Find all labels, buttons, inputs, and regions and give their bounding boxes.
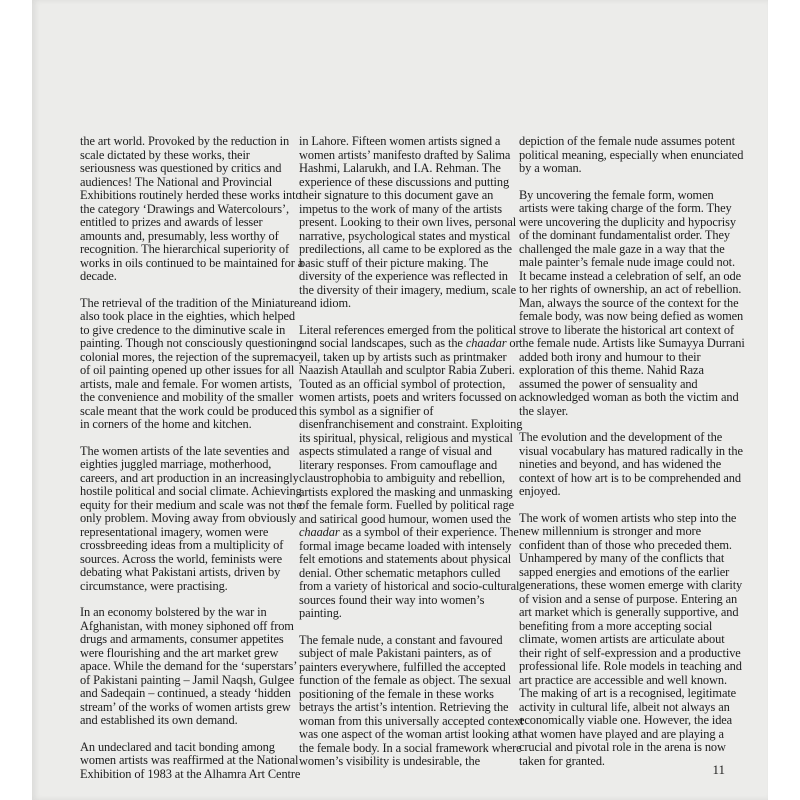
text-run: depiction of the female nude assumes potent political meaning, especially when enunciated by a woman.	[519, 134, 744, 175]
paragraph	[80, 606, 306, 728]
paragraph	[299, 634, 525, 769]
text-column-1	[80, 135, 306, 794]
text-run: By uncovering the female form, women artists were taking charge of the form. They were uncovering the duplicity and hypocrisy of the dominant fundamentalist order. They challenged the male gaze in a way that the male painter’s female nude image could not. It became instead a celebration of self, an ode to her rights of ownership, an act of rebellion. Man, always the source of the context for the female body, was now being defied as women strove to liberate the historical art context of the female nude. Artists like Sumayya Durrani added both irony and humour to their exploration of this theme. Nahid Raza assumed the power of sensuality and acknowledged woman as both the victim and the slayer.	[519, 187, 745, 418]
text-run: The evolution and the development of the visual vocabulary has matured radically in the nineties and beyond, and has widened the context of how art is to be comprehended and enjoyed.	[519, 430, 743, 498]
paragraph	[299, 135, 525, 311]
paragraph	[80, 741, 306, 782]
text-column-2	[299, 135, 525, 782]
text-run: as a symbol of their experience. The formal image became loaded with intensely felt emotions and statements about physical denial. Other schematic metaphors culled from a variety of historical and socio-cultural sources found their way into women’s painting.	[299, 525, 520, 620]
text-run: in Lahore. Fifteen women artists signed a women artists’ manifesto drafted by Salima Hashmi, Lalarukh, and I.A. Rehman. The experience of these discussions and putting their signature to this document gave an impetus to the work of many of the artists present. Looking to their own lives, personal narrative, psychological states and mystical predilections, all came to be explored as the basic stuff of their picture making. The diversity of the experience was reflected in the diversity of their imagery, medium, scale and idiom.	[299, 134, 517, 310]
paragraph	[80, 297, 306, 432]
text-run: The women artists of the late seventies and eighties juggled marriage, motherhood, careers, and art production in an increasingly hostile political and social climate. Achieving equity for their medium and scale was not the only problem. Moving away from obviously representational imagery, women were crossbreeding ideas from a multiplicity of sources. Across the world, feminists were debating what Pakistani artists, driven by circumstance, were practising.	[80, 443, 302, 593]
text-column-3	[519, 135, 745, 781]
paragraph	[519, 189, 745, 419]
page-number: 11	[712, 762, 725, 777]
text-run: The female nude, a constant and favoured subject of male Pakistani painters, as of painters everywhere, fulfilled the accepted function of the female as object. The sexual positioning of the female in these works betrays the artist’s intention. Retrieving the woman from this universally accepted context was one aspect of the woman artist looking at the female body. In a social framework where women’s visibility is undesirable, the	[299, 632, 524, 768]
italic-term: chaadar	[465, 336, 507, 350]
paragraph	[519, 431, 745, 499]
text-run: The work of women artists who step into the new millennium is stronger and more confident than of those who preceded them. Unhampered by many of the conflicts that sapped energies and emotions of the earlier generations, these women emerge with clarity of vision and a sense of purpose. Entering an art market which is generally supportive, and benefiting from a more accepting social climate, women artists are articulate about their right of self-expression and a productive professional life. Role models in teaching and art practice are accessible and well known. The making of art is a recognised, legitimate activity in cultural life, albeit not always an economically viable one. However, the idea that women have played and are playing a crucial and pivotal role in the arena is now taken for granted.	[519, 510, 743, 768]
text-run: In an economy bolstered by the war in Afghanistan, with money siphoned off from drugs and armaments, consumer appetites were flourishing and the art market grew apace. While the demand for the ‘superstars’ of Pakistani painting – Jamil Naqsh, Gulgee and Sadeqain – continued, a steady ‘hidden stream’ of the works of women artists grew and established its own demand.	[80, 605, 297, 727]
paragraph	[80, 445, 306, 594]
paragraph	[80, 135, 306, 284]
text-run: An undeclared and tacit bonding among women artists was reaffirmed at the National Exhibition of 1983 at the Alhamra Art Centre	[80, 739, 301, 781]
text-run: or veil, taken up by artists such as printmaker Naazish Ataullah and sculptor Rabia Zuberi. Touted as an official symbol of protection, women artists, poets and writers focussed on this symbol as a signifier of disenfranchisement and constraint. Exploiting its spiritual, physical, religious and mystical aspects stimulated a range of visual and literary responses. From camouflage and claustrophobia to ambiguity and rebellion, artists explored the masking and unmasking of the female form. Fuelled by political rage and satirical good humour, women used the	[299, 336, 523, 526]
text-run: The retrieval of the tradition of the Miniature also took place in the eighties, which helped to give credence to the diminutive scale in painting. Though not consciously questioning colonial mores, the rejection of the supremacy of oil painting opened up other issues for all artists, male and female. For women artists, the convenience and mobility of the smaller scale meant that the work could be produced in corners of the home and kitchen.	[80, 295, 305, 431]
text-run: Literal references emerged from the political and social landscapes, such as the	[299, 322, 517, 350]
paragraph	[519, 135, 745, 176]
paragraph	[299, 324, 525, 621]
paragraph	[519, 512, 745, 769]
italic-term: chaadar	[299, 525, 340, 539]
book-page	[32, 0, 768, 800]
text-run: the art world. Provoked by the reduction in scale dictated by these works, their seriousness was questioned by critics and audiences! The National and Provincial Exhibitions routinely herded these works into the category ‘Drawings and Watercolours’, entitled to prizes and awards of lesser amounts and, presumably, less worthy of recognition. The hierarchical superiority of works in oils continued to be maintained for a decade.	[80, 134, 304, 283]
